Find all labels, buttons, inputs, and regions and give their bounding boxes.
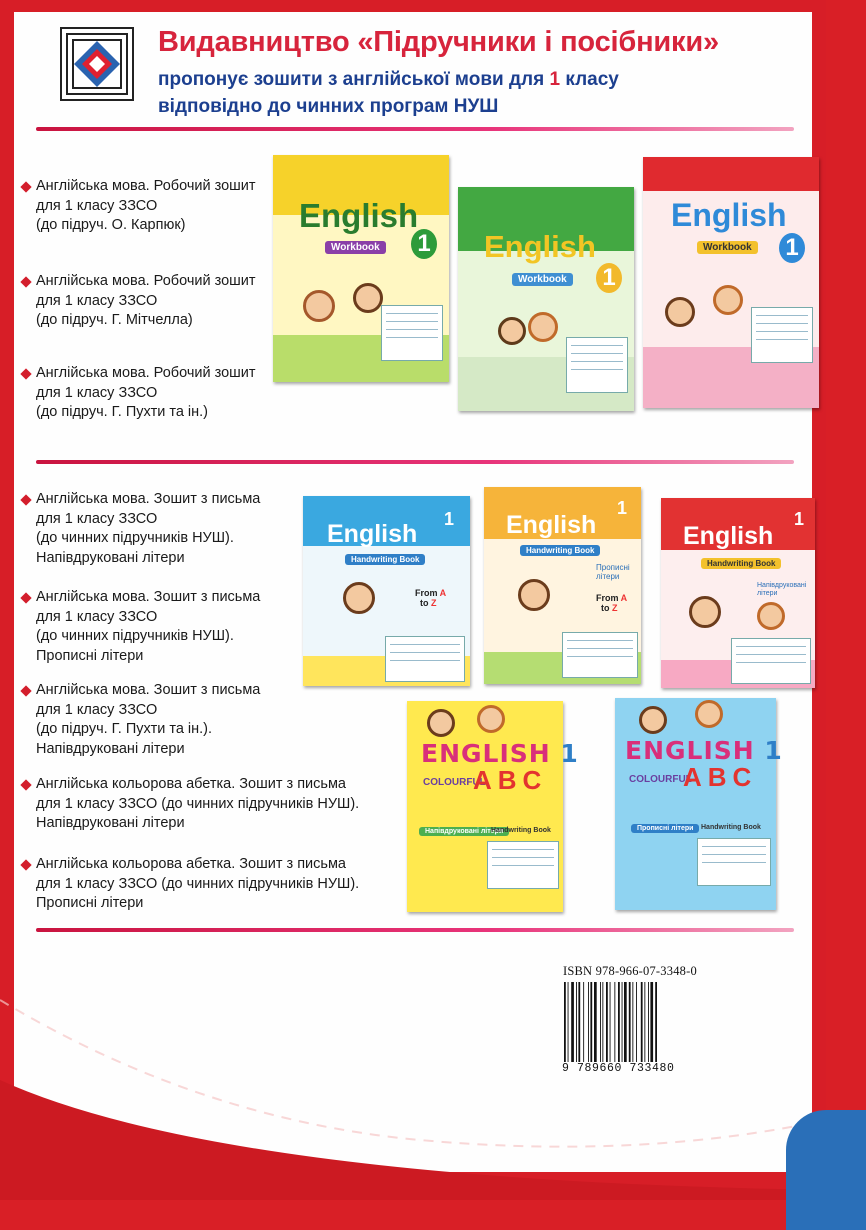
- bullet-icon: [20, 859, 31, 870]
- cover-grade: 1: [443, 509, 454, 529]
- abc-letters: ABC: [683, 762, 758, 792]
- cover-grade: 1: [616, 498, 627, 518]
- item-line: для 1 класу ЗЗСО: [36, 608, 158, 625]
- cover-subtitle: Handwriting Book: [345, 554, 425, 565]
- name-lines: [731, 638, 811, 684]
- name-lines: [751, 307, 813, 363]
- divider-top: [36, 127, 794, 131]
- cover-subtitle: Handwriting Book: [701, 558, 781, 569]
- grade-highlight: 1: [549, 69, 561, 90]
- cover-handwriting-orange: [484, 487, 641, 684]
- name-lines: [566, 337, 628, 393]
- cursive-label: Прописні літери: [596, 563, 630, 581]
- cover-abc-yellow: [407, 701, 579, 912]
- cover-grade: 1: [596, 263, 622, 293]
- list-item-workbook-mitchell: [22, 272, 256, 331]
- item-line: Прописні літери: [36, 647, 144, 664]
- subtitle-suffix: класу: [560, 69, 619, 90]
- cover-subtitle: Workbook: [512, 273, 573, 286]
- cover-title: English: [683, 522, 774, 550]
- item-line: (до підруч. Г. Пухти та ін.).: [36, 721, 213, 737]
- item-line: Англійська мова. Робочий зошит: [36, 365, 256, 381]
- cover-subtitle: Handwriting Book: [520, 545, 600, 556]
- range-label: [596, 593, 627, 613]
- publisher-logo: [60, 27, 134, 101]
- cover-handwriting-red: [661, 498, 815, 688]
- barcode-digits: 9 789660 733480: [562, 1062, 675, 1075]
- list-item-workbook-karpiuk: [22, 177, 256, 236]
- cover-subtitle: Workbook: [325, 241, 386, 254]
- list-item-handwriting-pukhta: [22, 681, 260, 759]
- blue-corner-decoration: [786, 1110, 866, 1230]
- item-line: для 1 класу ЗЗСО (до чинних підручників НУШ).: [36, 875, 360, 892]
- abc-english: ENGLISH: [625, 736, 755, 765]
- to-label: to: [420, 598, 429, 608]
- cursive-label: Прописні літери: [631, 824, 699, 833]
- list-item-abc-print: [22, 775, 359, 834]
- item-line: для 1 класу ЗЗСО: [36, 197, 158, 214]
- cover-grade: 1: [779, 233, 805, 263]
- from-label: From: [415, 588, 438, 598]
- item-line: Напівдруковані літери: [36, 740, 185, 757]
- item-line: (до підруч. Г. Пухти та ін.): [36, 404, 209, 420]
- list-item-handwriting-cursive: [22, 588, 260, 666]
- subtitle-line-2: відповідно до чинних програм НУШ: [158, 96, 499, 117]
- item-line: Англійська мова. Зошит з письма: [36, 589, 261, 605]
- subtitle-line-1: [158, 69, 619, 91]
- abc-grade: 1: [764, 736, 783, 765]
- letter-z: Z: [431, 598, 437, 608]
- abc-title: [625, 736, 783, 765]
- list-item-workbook-pukhta: [22, 364, 256, 423]
- barcode: [562, 982, 684, 1064]
- bullet-icon: [20, 276, 31, 287]
- print-label: Напівдруковані літери: [419, 827, 509, 836]
- name-lines: [487, 841, 559, 889]
- print-label: Напівдруковані літери: [757, 582, 807, 597]
- publisher-title: Видавництво «Підручники і посібники»: [158, 26, 719, 58]
- abc-english: ENGLISH: [421, 739, 551, 768]
- bullet-icon: [20, 181, 31, 192]
- letter-a: A: [439, 588, 447, 598]
- cover-workbook-green: [458, 187, 634, 411]
- item-line: для 1 класу ЗЗСО: [36, 384, 158, 401]
- from-label: From: [596, 593, 619, 603]
- cover-grade: 1: [411, 229, 437, 259]
- abc-grade: 1: [560, 739, 579, 768]
- bullet-icon: [20, 494, 31, 505]
- item-line: (до чинних підручників НУШ).: [36, 628, 234, 644]
- isbn-label: ISBN 978-966-07-3348-0: [563, 964, 697, 978]
- item-line: Напівдруковані літери: [36, 815, 185, 831]
- item-line: для 1 класу ЗЗСО: [36, 292, 158, 309]
- bullet-icon: [20, 779, 31, 790]
- item-line: Прописні літери: [36, 895, 144, 911]
- cover-workbook-yellow: [273, 155, 449, 382]
- cover-title: English: [299, 197, 419, 234]
- abc-letters: ABC: [473, 765, 548, 795]
- cover-abc-blue: [615, 698, 783, 910]
- item-line: Англійська мова. Зошит з письма: [36, 491, 261, 507]
- letter-z: Z: [612, 603, 618, 613]
- abc-colourful: COLOURFUL: [629, 774, 692, 785]
- divider-bottom: [36, 928, 794, 932]
- item-line: (до чинних підручників НУШ).: [36, 530, 234, 546]
- item-line: (до підруч. Г. Мітчелла): [36, 312, 193, 328]
- bullet-icon: [20, 368, 31, 379]
- name-lines: [562, 632, 638, 678]
- item-line: (до підруч. О. Карпюк): [36, 217, 186, 233]
- name-lines: [381, 305, 443, 361]
- list-item-abc-cursive: [22, 855, 359, 914]
- bullet-icon: [20, 685, 31, 696]
- item-line: для 1 класу ЗЗСО: [36, 510, 158, 527]
- abc-colourful: COLOURFUL: [423, 777, 486, 788]
- cover-subtitle: Handwriting Book: [491, 827, 551, 834]
- letter-a: A: [620, 593, 628, 603]
- item-line: Англійська мова. Зошит з письма: [36, 682, 261, 698]
- bullet-icon: [20, 592, 31, 603]
- cover-handwriting-blue: [303, 496, 470, 686]
- divider-middle: [36, 460, 794, 464]
- cover-subtitle: Handwriting Book: [701, 824, 761, 831]
- range-label: [415, 588, 446, 608]
- name-lines: [385, 636, 465, 682]
- cover-subtitle: Workbook: [697, 241, 758, 254]
- subtitle-prefix: пропонує зошити з англійської мови для: [158, 69, 550, 90]
- item-line: Англійська мова. Робочий зошит: [36, 273, 256, 289]
- cover-title: English: [671, 197, 787, 233]
- cover-title: English: [506, 511, 597, 539]
- cover-grade: 1: [793, 509, 804, 529]
- item-line: Напівдруковані літери: [36, 549, 185, 566]
- to-label: to: [601, 603, 610, 613]
- cover-title: English: [327, 520, 418, 548]
- item-line: Англійська мова. Робочий зошит: [36, 178, 256, 194]
- abc-title: [421, 739, 579, 768]
- item-line: Англійська кольорова абетка. Зошит з письма: [36, 856, 346, 872]
- item-line: Англійська кольорова абетка. Зошит з письма: [36, 776, 346, 792]
- item-line: для 1 класу ЗЗСО (до чинних підручників НУШ).: [36, 795, 360, 812]
- cover-workbook-red: [643, 157, 819, 408]
- name-lines: [697, 838, 771, 886]
- list-item-handwriting-print: [22, 490, 260, 568]
- item-line: для 1 класу ЗЗСО: [36, 701, 158, 718]
- cover-title: English: [484, 229, 596, 264]
